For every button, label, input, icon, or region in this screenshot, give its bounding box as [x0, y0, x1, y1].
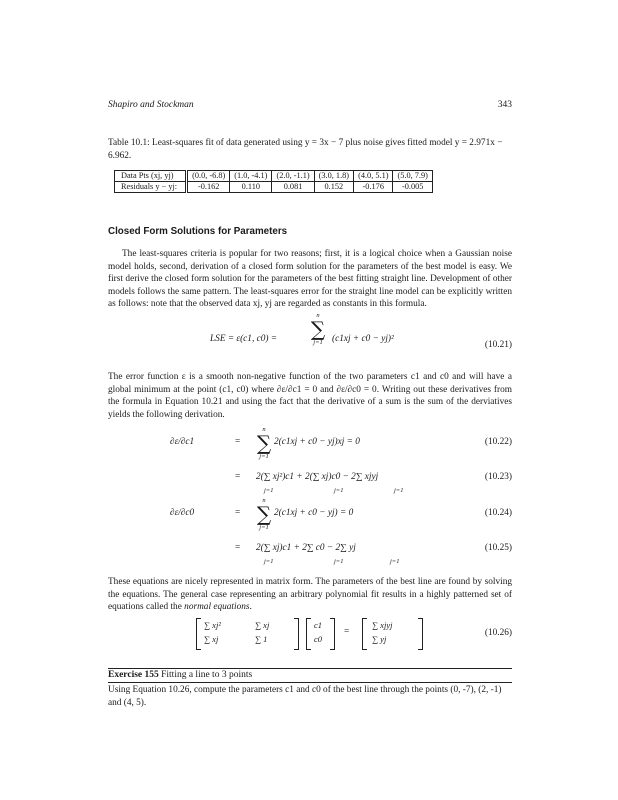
table-cell: -0.176: [354, 182, 393, 193]
paragraph: [108, 576, 512, 614]
matrix-cell: ∑ xj²: [204, 620, 221, 630]
table-cell: (1.0, -4.1): [230, 171, 272, 182]
summation-lower: j=1: [264, 558, 274, 565]
equation-number: (10.25): [484, 543, 512, 553]
table-cell: -0.005: [393, 182, 432, 193]
paragraph-end: .: [249, 602, 252, 613]
table-cell: 0.081: [272, 182, 314, 193]
term-normal-equations: normal equations: [184, 602, 250, 613]
equation-relation: =: [235, 472, 241, 482]
summation-lower: j=1: [334, 487, 344, 494]
equation-rhs: (c1xj + c0 − yj)²: [332, 334, 394, 344]
summation-lower: j=1: [334, 558, 344, 565]
equation-number: (10.22): [484, 437, 512, 447]
exercise-heading: [108, 670, 252, 680]
row-header-data-points: Data Pts (xj, yj): [115, 171, 187, 182]
vector-right-bracket: [330, 618, 335, 650]
summation-upper: n: [262, 497, 266, 504]
vector-cell: c1: [314, 620, 323, 630]
data-table: [114, 170, 433, 193]
summation-sigma: ∑: [256, 431, 272, 455]
summation-sigma: ∑: [310, 317, 326, 341]
summation-lower: j=1: [259, 524, 269, 531]
matrix-cell: ∑ 1: [255, 634, 268, 644]
page-number: 343: [497, 100, 512, 110]
summation-block: [256, 426, 272, 460]
vector-cell: c0: [314, 634, 323, 644]
summation-block: [256, 497, 272, 531]
summation-lower: j=1: [259, 453, 269, 460]
table-row: [115, 171, 433, 182]
matrix-left-bracket: [196, 618, 201, 650]
equation-relation: =: [235, 543, 241, 553]
vector-left-bracket: [362, 618, 367, 650]
table-cell: (5.0, 7.9): [393, 171, 432, 182]
running-header-author: Shapiro and Stockman: [108, 100, 194, 110]
equation-number: (10.24): [484, 508, 512, 518]
summation-sigma: ∑: [256, 502, 272, 526]
summation-upper: n: [316, 312, 320, 319]
vector-cell: ∑ yj: [372, 634, 387, 644]
table-cell: (3.0, 1.8): [314, 171, 353, 182]
equation-lhs: LSE = ε(c1, c0) =: [210, 334, 278, 344]
matrix-cell: ∑ xj: [255, 620, 270, 630]
vector-right-bracket: [418, 618, 423, 650]
row-header-residuals: Residuals y − yj:: [115, 182, 187, 193]
equation-number: (10.23): [484, 472, 512, 482]
equation-rhs: 2(∑ xj²)c1 + 2(∑ xj)c0 − 2∑ xjyj: [256, 472, 379, 482]
equation-rhs: 2(c1xj + c0 − yj) = 0: [274, 508, 354, 518]
exercise-label: Exercise 155: [108, 670, 159, 680]
table-cell: 0.110: [230, 182, 272, 193]
summation-lower: j=1: [313, 339, 323, 346]
section-title: Closed Form Solutions for Parameters: [108, 226, 288, 237]
equation-relation: =: [235, 508, 241, 518]
paragraph: The least-squares criteria is popular for two reasons; first, it is a logical choice when a Gaussian noise model holds, second, derivation of a closed form solution for the parameters of the best model is easy. We first derive the closed form solution for the parameters of the best fitting straight line. Development of other models follows the same pattern. The least-squares error for the straight line model can be explicitly written as follows: note that the observed data xj, yj are regarded as constants in this formula.: [108, 249, 512, 310]
summation-upper: n: [262, 426, 266, 433]
summation-block: [310, 312, 326, 346]
table-cell: 0.152: [314, 182, 353, 193]
paragraph-text: These equations are nicely represented in matrix form. The parameters of the best line are found by solving the equations. The general case representing an arbitrary polynomial fit results in a highly patterned set of equations called the: [108, 577, 512, 613]
equation-lhs: ∂ε/∂c1: [170, 437, 195, 447]
table-caption: Table 10.1: Least-squares fit of data generated using y = 3x − 7 plus noise gives fitted model y = 2.971x − 6.962.: [108, 138, 503, 161]
table-cell: (4.0, 5.1): [354, 171, 393, 182]
table-cell: -0.162: [187, 182, 230, 193]
table-row: [115, 182, 433, 193]
exercise-top-rule: [108, 668, 512, 669]
exercise-divider: [108, 682, 512, 683]
paragraph: The error function ε is a smooth non-negative function of the two parameters c1 and c0 and will have a global minimum at the point (c1, c0) where ∂ε/∂c1 = 0 and ∂ε/∂c0 = 0. Writing out these derivatives from the formula in Equation 10.21 and using the fact that the derivative of a sum is the sum of the derviatives yields the following derivation.: [108, 372, 512, 420]
matrix-right-bracket: [294, 618, 299, 650]
equation-relation: =: [344, 627, 350, 637]
summation-lower: j=1: [390, 558, 400, 565]
equation-rhs: 2(c1xj + c0 − yj)xj = 0: [274, 437, 360, 447]
exercise-body: Using Equation 10.26, compute the parameters c1 and c0 of the best line through the points (0, -7), (2, -1) and (4, 5).: [108, 685, 502, 708]
equation-number: (10.26): [484, 628, 512, 638]
equation-rhs: 2(∑ xj)c1 + 2∑ c0 − 2∑ yj: [256, 543, 356, 553]
matrix-cell: ∑ xj: [204, 634, 219, 644]
vector-left-bracket: [306, 618, 311, 650]
summation-lower: j=1: [264, 487, 274, 494]
equation-number: (10.21): [484, 340, 512, 350]
table-cell: (0.0, -6.8): [187, 171, 230, 182]
equation-relation: =: [235, 437, 241, 447]
vector-cell: ∑ xjyj: [372, 620, 393, 630]
summation-lower: j=1: [394, 487, 404, 494]
equation-lhs: ∂ε/∂c0: [170, 508, 195, 518]
exercise-title: Fitting a line to 3 points: [161, 670, 253, 680]
table-cell: (2.0, -1.1): [272, 171, 314, 182]
